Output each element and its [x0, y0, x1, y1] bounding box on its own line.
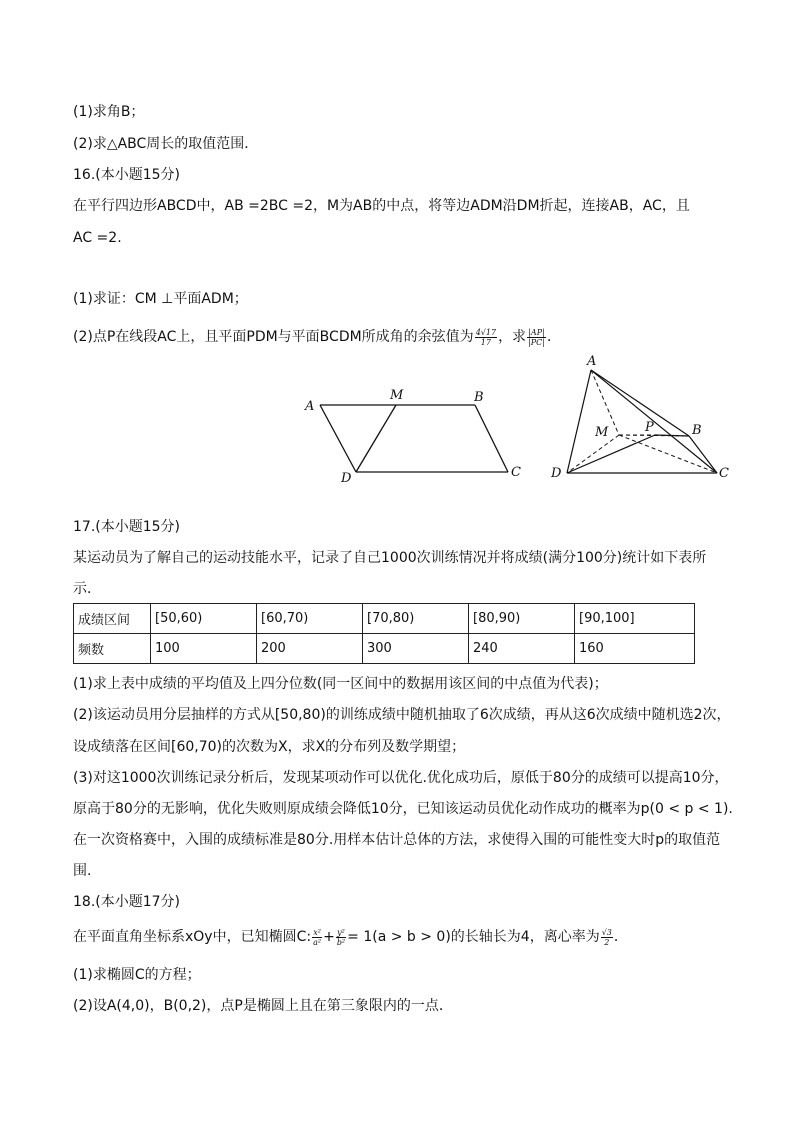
table-cell: [60,70): [257, 604, 363, 634]
table-cell: [80,90): [469, 604, 575, 634]
table-cell: [90,100]: [575, 604, 695, 634]
table-cell: [70,80): [363, 604, 469, 634]
label-B: B: [692, 423, 702, 438]
label-M: M: [595, 425, 609, 440]
x-fraction-den: a²: [313, 937, 322, 947]
y-fraction-num: y²: [337, 927, 345, 937]
eccentricity-num: √3: [601, 927, 612, 937]
q16-header: 16.(本小题15分): [73, 167, 181, 183]
q17-stem-line1: 某运动员为了解自己的运动技能水平，记录了自己1000次训练情况并将成绩(满分100分)统计如下表所: [73, 550, 707, 566]
table-row-label: 成绩区间: [74, 604, 151, 634]
cos-fraction-num: 4√17: [475, 327, 497, 337]
q15-part2: (2)求△ABC周长的取值范围．: [73, 136, 259, 152]
plus-sign: +: [323, 929, 335, 945]
ratio-fraction: [527, 328, 546, 347]
q18-stem-end: ．: [613, 929, 628, 945]
table-cell: 240: [469, 634, 575, 664]
y-fraction: [336, 928, 346, 947]
q16-part2-pre: (2)点P在线段AC上，且平面PDM与平面BCDM所成角的余弦值为: [73, 329, 474, 345]
ratio-fraction-num: |AP|: [528, 327, 545, 337]
edge-BC: [475, 405, 508, 472]
edge-DA: [320, 405, 356, 472]
q17-stem-line2: 示．: [73, 581, 101, 597]
folded-solid-figure: [545, 350, 730, 485]
label-A: A: [305, 399, 315, 414]
q16-part2: [73, 327, 561, 347]
q16-stem-line2: AC =2.: [73, 230, 122, 246]
q18-part1: (1)求椭圆C的方程；: [73, 967, 201, 983]
label-M: M: [390, 388, 404, 403]
q18-stem: [73, 927, 628, 947]
q17-part3-line4: 围.: [73, 863, 92, 879]
label-D: D: [551, 466, 562, 481]
label-C: C: [511, 465, 521, 480]
x-fraction: [312, 928, 322, 947]
table-cell: 160: [575, 634, 695, 664]
cos-fraction-den: 17: [480, 337, 491, 347]
q18-header: 18.(本小题17分): [73, 894, 181, 910]
eccentricity-fraction: [601, 928, 613, 947]
q16-part1: (1)求证：CM ⊥平面ADM；: [73, 291, 248, 307]
q16-stem-line1: 在平行四边形ABCD中，AB =2BC =2，M为AB的中点，将等边ADM沿DM折起，连接AB，AC，且: [73, 198, 690, 214]
edge-BC: [689, 436, 717, 473]
table-cell: 100: [151, 634, 257, 664]
label-A: A: [587, 354, 597, 369]
y-fraction-den: b²: [336, 937, 346, 947]
q18-part2: (2)设A(4,0)，B(0,2)，点P是椭圆上且在第三象限内的一点．: [73, 998, 453, 1014]
q15-part1: (1)求角B；: [73, 104, 145, 120]
q17-part2-line1: (2)该运动员用分层抽样的方式从[50,80)的训练成绩中随机抽取了6次成绩，再从这6次成绩中随机选2次，: [73, 707, 731, 723]
q17-header: 17.(本小题15分): [73, 519, 181, 535]
q17-part3-line1: (3)对这1000次训练记录分析后，发现某项动作可以优化.优化成功后，原低于80分的成绩可以提高10分，: [73, 770, 729, 786]
q18-stem-pre: 在平面直角坐标系xOy中，已知椭圆C:: [73, 929, 312, 945]
edge-AC: [591, 370, 717, 473]
x-fraction-num: x²: [313, 927, 321, 937]
table-cell: 200: [257, 634, 363, 664]
table-row: [74, 634, 695, 664]
table-row-label: 频数: [74, 634, 151, 664]
table-row: [74, 604, 695, 634]
q17-part3-line3: 在一次资格赛中，入围的成绩标准是80分.用样本估计总体的方法，求使得入围的可能性变大时p的取值范: [73, 832, 721, 848]
edge-DM: [356, 405, 396, 472]
q17-part3-line2: 原高于80分的无影响，优化失败则原成绩会降低10分，已知该运动员优化动作成功的概率为p(0 < p < 1).: [73, 801, 733, 817]
q18-stem-mid: = 1(a > b > 0)的长轴长为4，离心率为: [347, 929, 600, 945]
eccentricity-den: 2: [604, 937, 610, 947]
score-table: [73, 603, 695, 664]
table-cell: [50,60): [151, 604, 257, 634]
ratio-fraction-den: |PC|: [528, 337, 545, 347]
label-B: B: [474, 390, 484, 405]
cos-fraction: [475, 328, 497, 347]
label-D: D: [341, 471, 352, 485]
q17-part1: (1)求上表中成绩的平均值及上四分位数(同一区间中的数据用该区间的中点值为代表)；: [73, 676, 608, 692]
table-cell: 300: [363, 634, 469, 664]
q16-part2-end: ．: [546, 329, 561, 345]
q17-part2-line2: 设成绩落在区间[60,70)的次数为X，求X的分布列及数学期望；: [73, 739, 466, 755]
label-P: P: [645, 420, 654, 435]
label-C: C: [719, 466, 729, 481]
parallelogram-figure: [300, 385, 530, 485]
q16-part2-mid: ，求: [498, 329, 527, 345]
